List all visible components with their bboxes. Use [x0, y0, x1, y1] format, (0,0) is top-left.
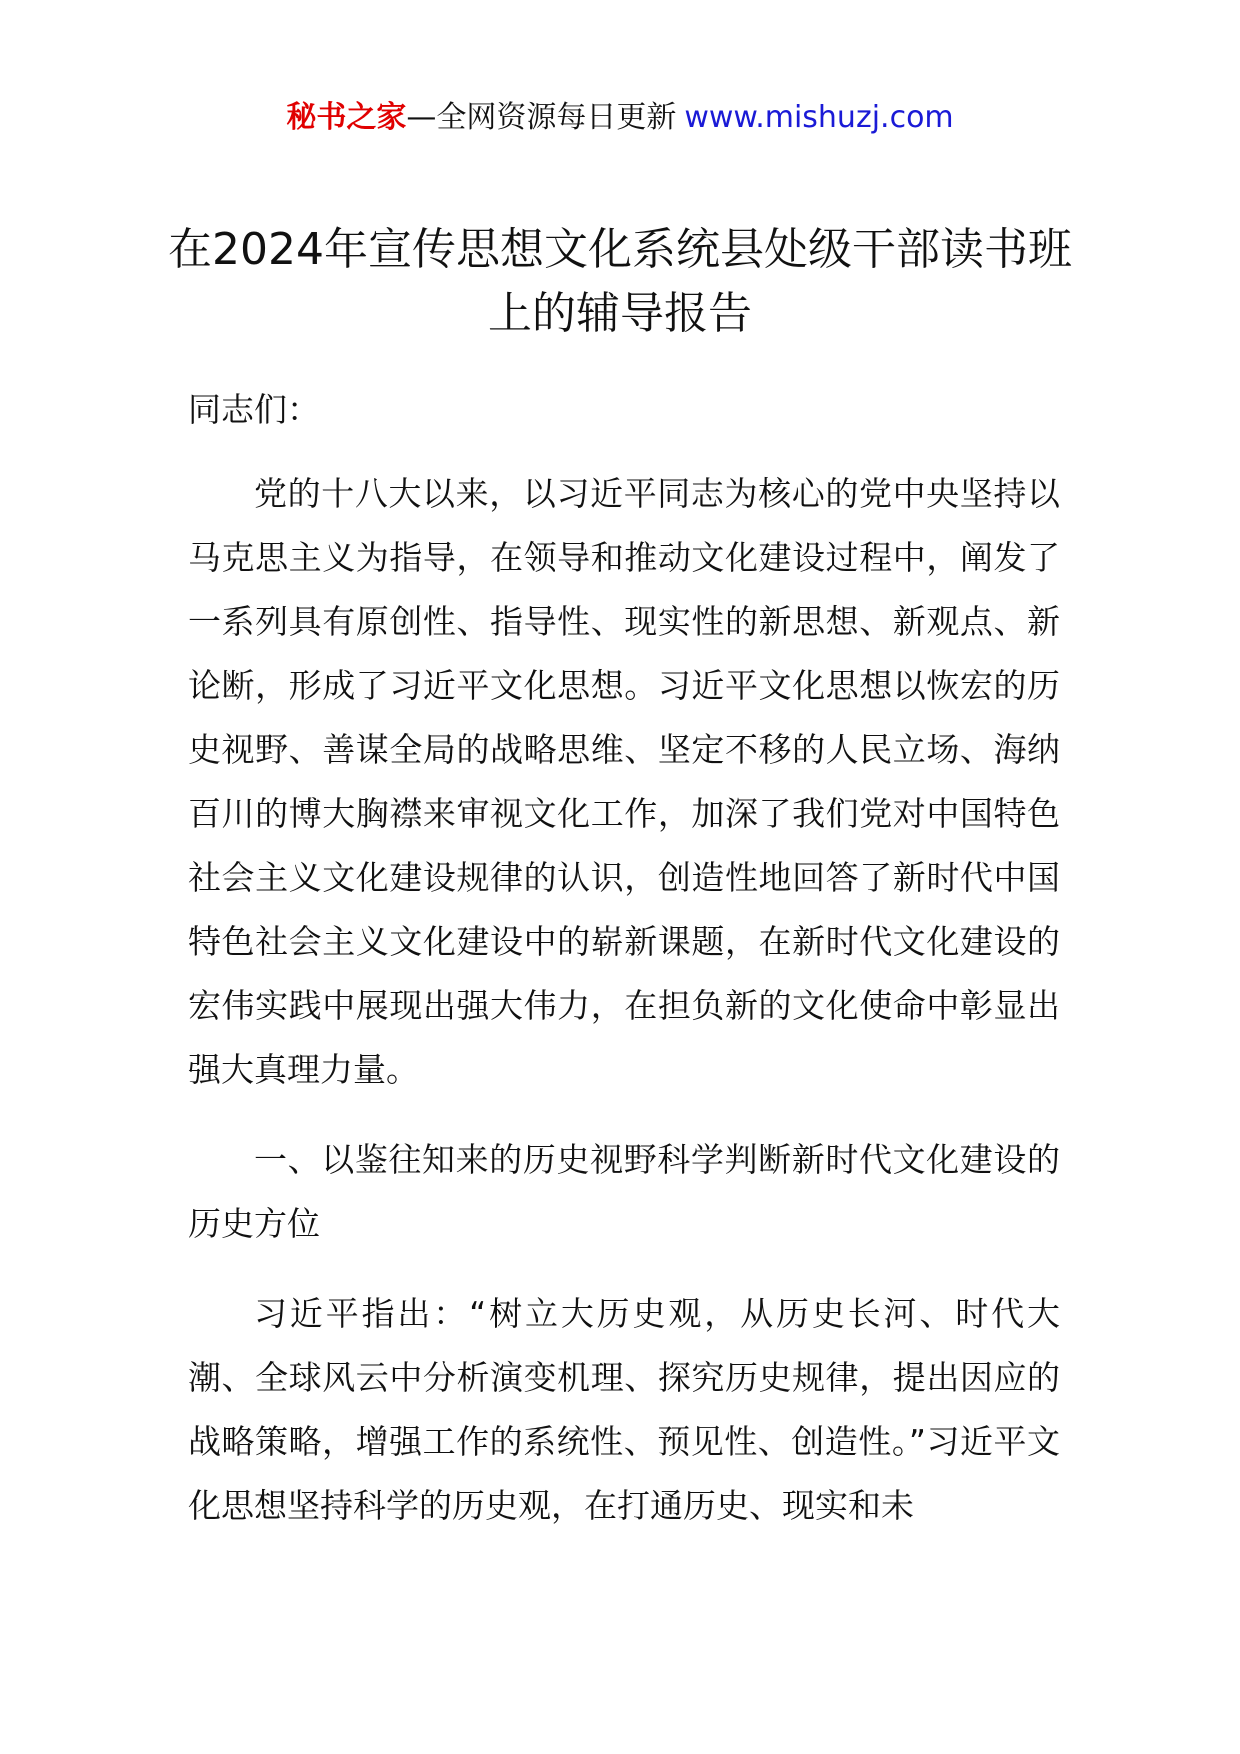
- body-paragraph: 党的十八大以来，以习近平同志为核心的党中央坚持以马克思主义为指导，在领导和推动文化建设过程中，阐发了一系列具有原创性、指导性、现实性的新思想、新观点、新论断，形成了习近平文化思想。习近平文化思想以恢宏的历史视野、善谋全局的战略思维、坚定不移的人民立场、海纳百川的博大胸襟来审视文化工作，加深了我们党对中国特色社会主义文化建设规律的认识，创造性地回答了新时代中国特色社会主义文化建设中的崭新课题，在新时代文化建设的宏伟实践中展现出强大伟力，在担负新的文化使命中彰显出强大真理力量。: [188, 474, 1060, 1089]
- brand-name: 秘书之家: [286, 100, 407, 135]
- body-paragraph: 习近平指出：“树立大历史观，从历史长河、时代大潮、全球风云中分析演变机理、探究历史规律，提出因应的战略策略，增强工作的系统性、预见性、创造性。”习近平文化思想坚持科学的历史观，在打通历史、现实和未: [188, 1294, 1060, 1525]
- document-title: 在2024年宣传思想文化系统县处级干部读书班上的辅导报告: [168, 224, 1072, 339]
- site-url-link[interactable]: www.mishuzj.com: [684, 100, 954, 135]
- salutation: 同志们：: [188, 390, 320, 429]
- site-header: [0, 98, 1240, 138]
- header-tagline: —全网资源每日更新: [406, 100, 677, 135]
- section-heading: 一、以鉴往知来的历史视野科学判断新时代文化建设的历史方位: [188, 1140, 1060, 1243]
